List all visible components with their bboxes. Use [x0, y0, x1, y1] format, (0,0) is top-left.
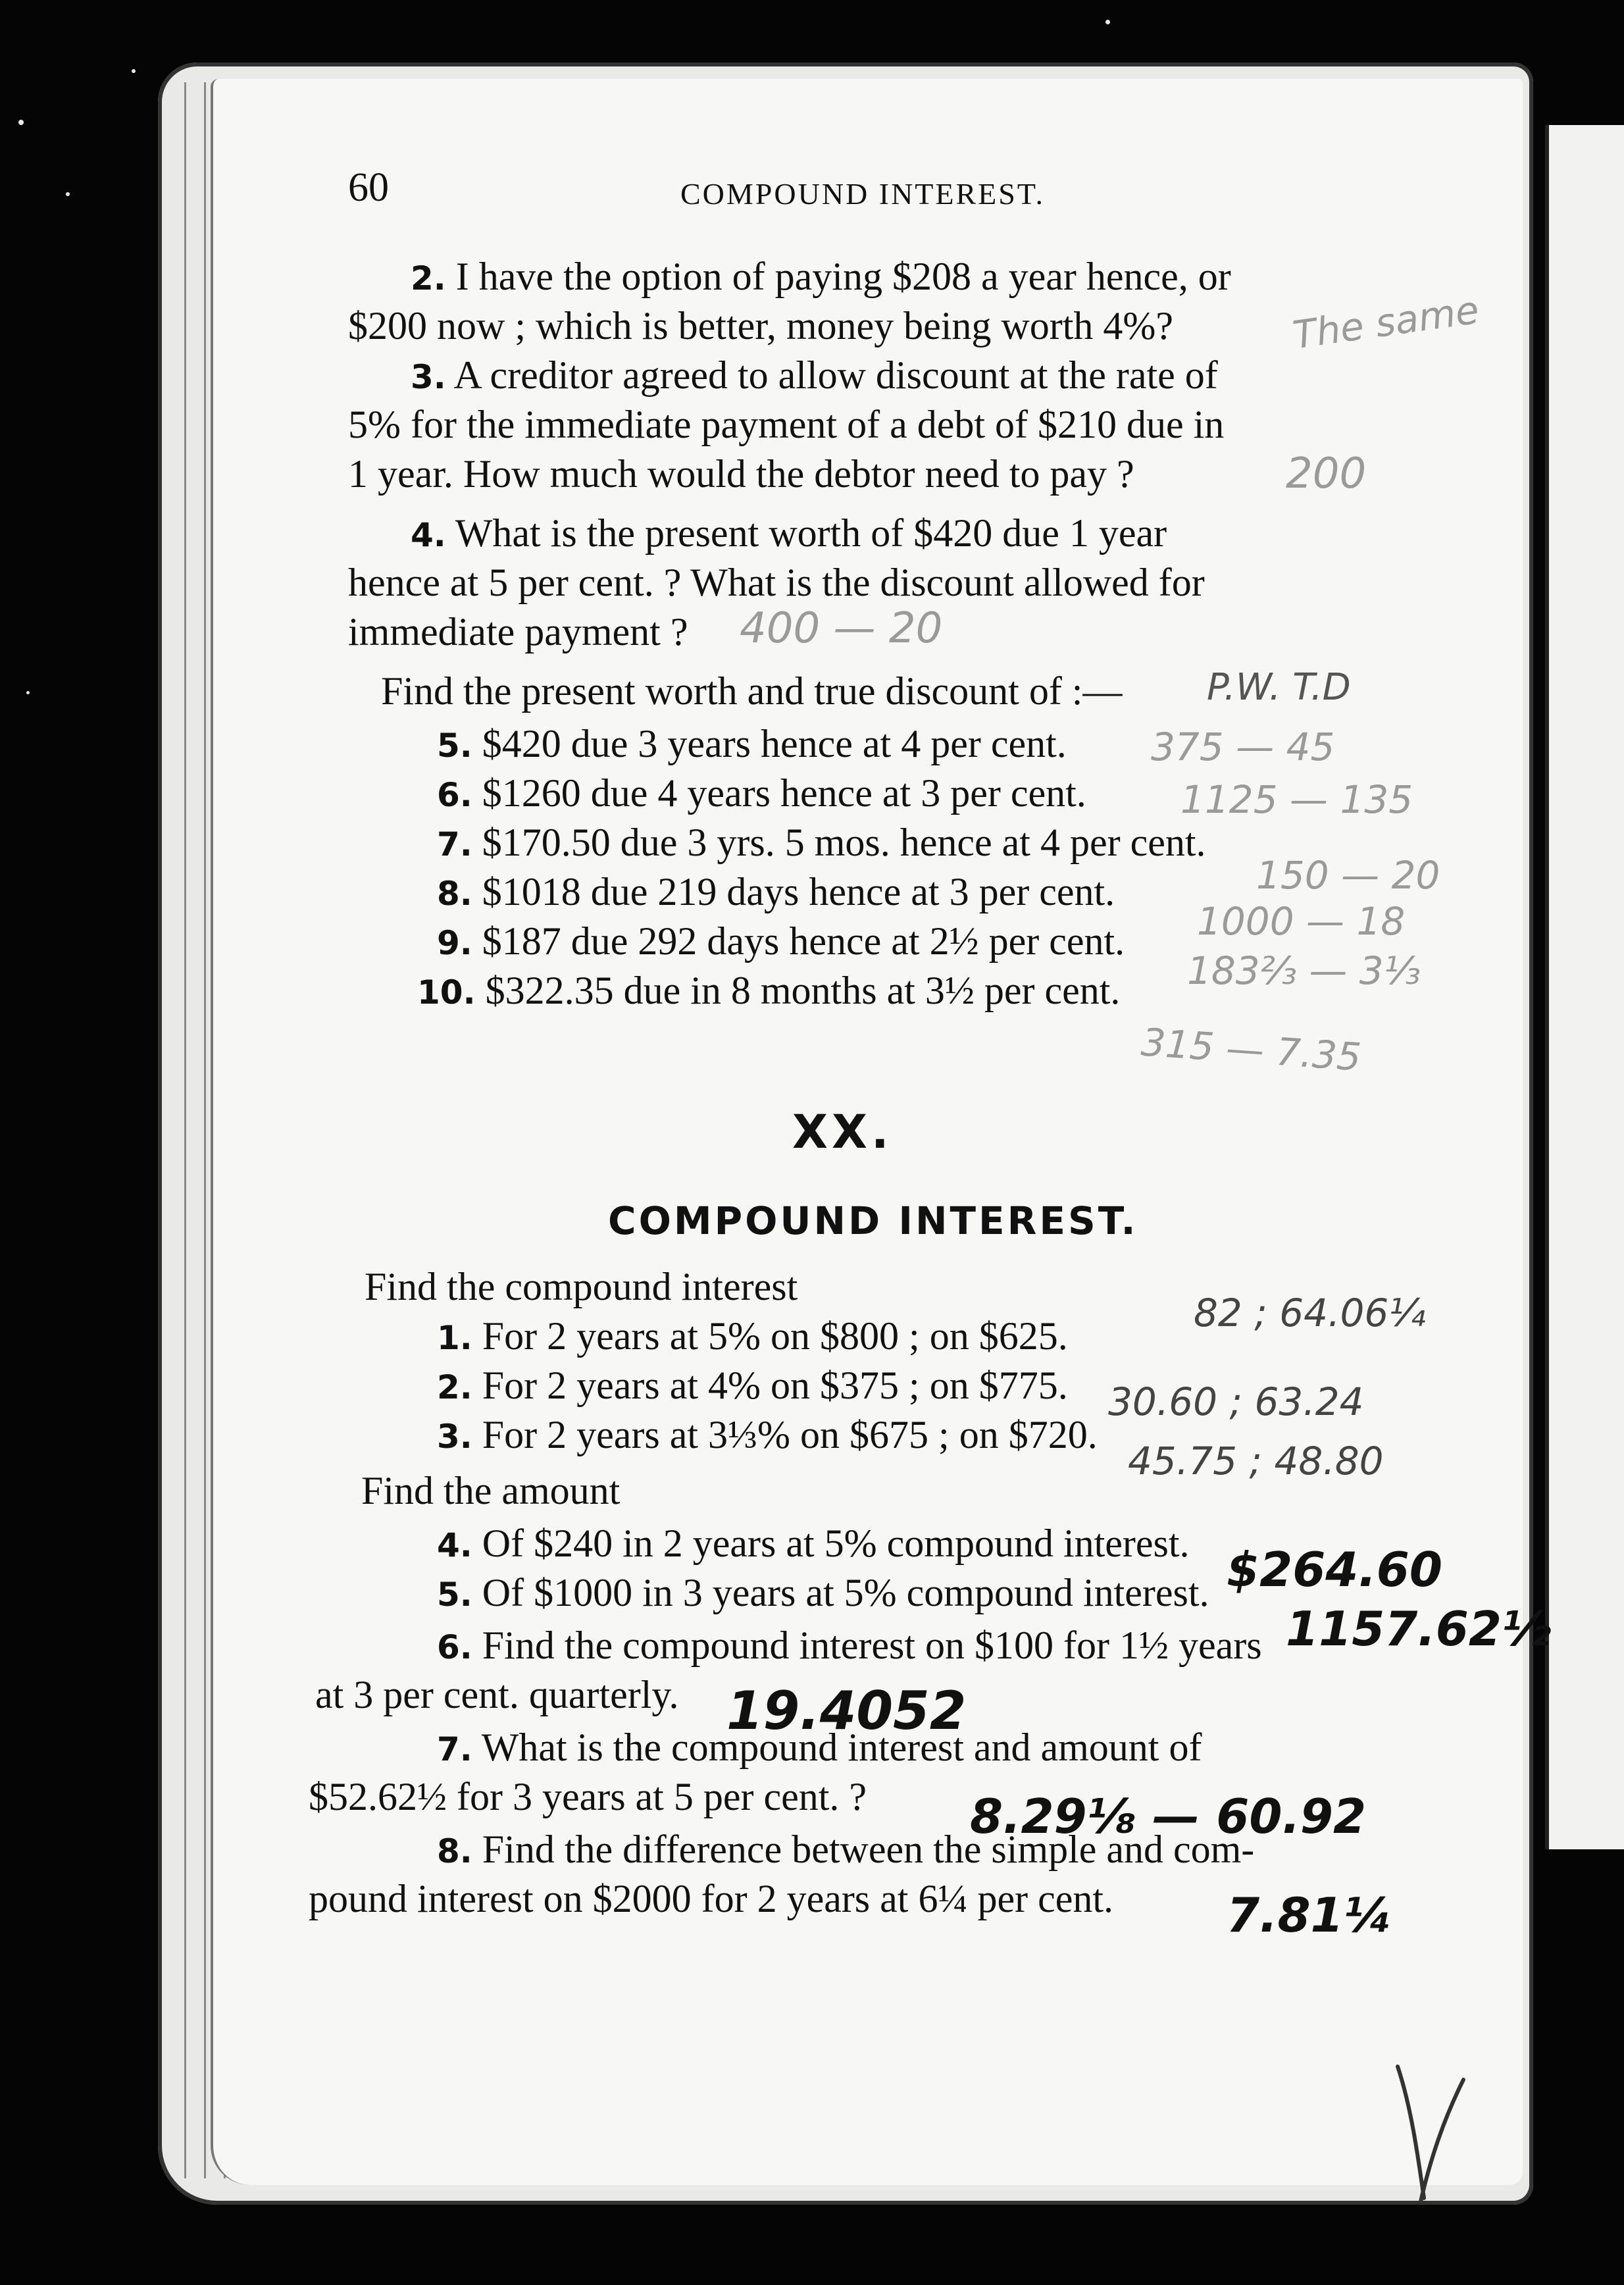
list-item [437, 1313, 1068, 1361]
problem-text: $1260 due 4 years hence at 3 per cent. [482, 771, 1086, 815]
handwritten-answer: 183⅔ — 3⅓ [1187, 948, 1421, 993]
scan-speck [132, 69, 136, 73]
section-title: COMPOUND INTEREST. [608, 1198, 1138, 1243]
instruction-amount: Find the amount [361, 1469, 621, 1512]
problem-text: I have the option of paying $208 a year hence, or [455, 255, 1231, 298]
instruction-present-worth: Find the present worth and true discount of :— [381, 669, 1123, 713]
problem-6 [437, 1622, 1262, 1670]
handwritten-answer: 19.4052 [726, 1680, 967, 1741]
list-item [437, 1412, 1098, 1460]
list-item [437, 1570, 1209, 1618]
handwritten-answer: 1157.62½ [1286, 1601, 1551, 1656]
problem-text: For 2 years at 5% on $800 ; on $625. [482, 1314, 1068, 1358]
handwritten-scribble-icon [1391, 2053, 1470, 2211]
scan-speck [26, 691, 30, 694]
problem-number: 3. [411, 358, 446, 396]
problem-text: Find the compound interest on $100 for 1½ years [482, 1624, 1262, 1667]
list-item [417, 967, 1120, 1015]
handwritten-answer: 7.81¼ [1227, 1887, 1393, 1943]
problem-text: $170.50 due 3 yrs. 5 mos. hence at 4 per cent. [482, 821, 1206, 864]
page-number: 60 [348, 165, 389, 210]
problem-number: 1. [437, 1319, 472, 1357]
scan-speck [66, 192, 70, 196]
problem-number: 10. [417, 973, 476, 1012]
book-page [211, 79, 1551, 2185]
list-item [437, 1362, 1068, 1410]
handwritten-answer: 8.29⅛ — 60.92 [970, 1789, 1367, 1844]
problem-number: 5. [437, 1576, 472, 1614]
problem-number: 7. [437, 825, 472, 863]
handwritten-answer: 200 [1286, 449, 1367, 498]
problem-number: 6. [437, 1628, 472, 1666]
problem-3 [411, 352, 1218, 400]
list-item [437, 721, 1067, 769]
problem-3-line-2: 5% for the immediate payment of a debt of $210 due in [348, 403, 1225, 446]
adjacent-page-edge [1545, 125, 1624, 1849]
problem-6-line-2: at 3 per cent. quarterly. [315, 1673, 679, 1716]
problem-text: $187 due 292 days hence at 2½ per cent. [482, 919, 1125, 963]
problem-7-line-2: $52.62½ for 3 years at 5 per cent. ? [309, 1775, 867, 1818]
problem-text: Of $240 in 2 years at 5% compound interest. [482, 1522, 1190, 1565]
problem-8-line-2: pound interest on $2000 for 2 years at 6¼ per cent. [309, 1877, 1113, 1920]
handwritten-answer: 82 ; 64.06¼ [1194, 1291, 1426, 1335]
problem-number: 2. [411, 259, 446, 297]
handwritten-answer: 1000 — 18 [1197, 899, 1406, 944]
section-numeral: XX. [792, 1105, 893, 1159]
problem-number: 4. [437, 1526, 472, 1564]
handwritten-answer: 1125 — 135 [1180, 777, 1413, 822]
list-item [437, 1520, 1190, 1568]
problem-number: 4. [411, 516, 446, 554]
handwritten-answer: The same [1290, 287, 1482, 358]
problem-4-line-3: immediate payment ? [348, 610, 688, 654]
problem-number: 9. [437, 924, 472, 962]
page-edge [184, 82, 186, 2178]
problem-number: 3. [437, 1418, 472, 1456]
problem-number: 6. [437, 776, 472, 814]
problem-2-line-2: $200 now ; which is better, money being worth 4%? [348, 304, 1174, 347]
problem-text: For 2 years at 3⅓% on $675 ; on $720. [482, 1413, 1098, 1456]
problem-3-line-3: 1 year. How much would the debtor need to pay ? [348, 452, 1134, 496]
scan-speck [18, 120, 24, 125]
handwritten-column-heading: P.W. T.D [1207, 666, 1351, 709]
problem-text: $322.35 due in 8 months at 3½ per cent. [485, 969, 1121, 1012]
list-item [437, 869, 1115, 917]
running-head: COMPOUND INTEREST. [680, 177, 1046, 211]
problem-2 [411, 253, 1231, 301]
problem-4 [411, 510, 1167, 558]
handwritten-answer: 400 — 20 [740, 604, 943, 653]
problem-text: $420 due 3 years hence at 4 per cent. [482, 722, 1067, 765]
handwritten-answer: $264.60 [1227, 1542, 1442, 1597]
handwritten-answer: 45.75 ; 48.80 [1128, 1439, 1384, 1483]
handwritten-answer: 150 — 20 [1256, 853, 1440, 898]
problem-number: 2. [437, 1368, 472, 1406]
problem-text: Of $1000 in 3 years at 5% compound interest. [482, 1571, 1209, 1614]
problem-text: What is the present worth of $420 due 1 year [455, 511, 1167, 555]
problem-text: Find the difference between the simple and com- [482, 1828, 1255, 1871]
problem-4-line-2: hence at 5 per cent. ? What is the discount allowed for [348, 561, 1205, 604]
handwritten-answer: 375 — 45 [1151, 725, 1335, 769]
handwritten-answer: 315 — 7.35 [1140, 1019, 1363, 1080]
problem-text: What is the compound interest and amount of [481, 1726, 1202, 1769]
problem-number: 8. [437, 1832, 472, 1870]
list-item [437, 819, 1206, 867]
instruction-compound-interest: Find the compound interest [365, 1265, 798, 1308]
problem-text: $1018 due 219 days hence at 3 per cent. [482, 870, 1115, 913]
handwritten-answer: 30.60 ; 63.24 [1108, 1379, 1364, 1424]
page-edge [204, 82, 206, 2178]
problem-text: A creditor agreed to allow discount at the rate of [453, 353, 1218, 397]
problem-number: 5. [437, 727, 472, 765]
problem-number: 8. [437, 875, 472, 913]
list-item [437, 770, 1086, 818]
problem-text: For 2 years at 4% on $375 ; on $775. [482, 1364, 1068, 1407]
list-item [437, 918, 1125, 966]
scan-speck [1105, 20, 1110, 24]
problem-number: 7. [437, 1730, 472, 1768]
